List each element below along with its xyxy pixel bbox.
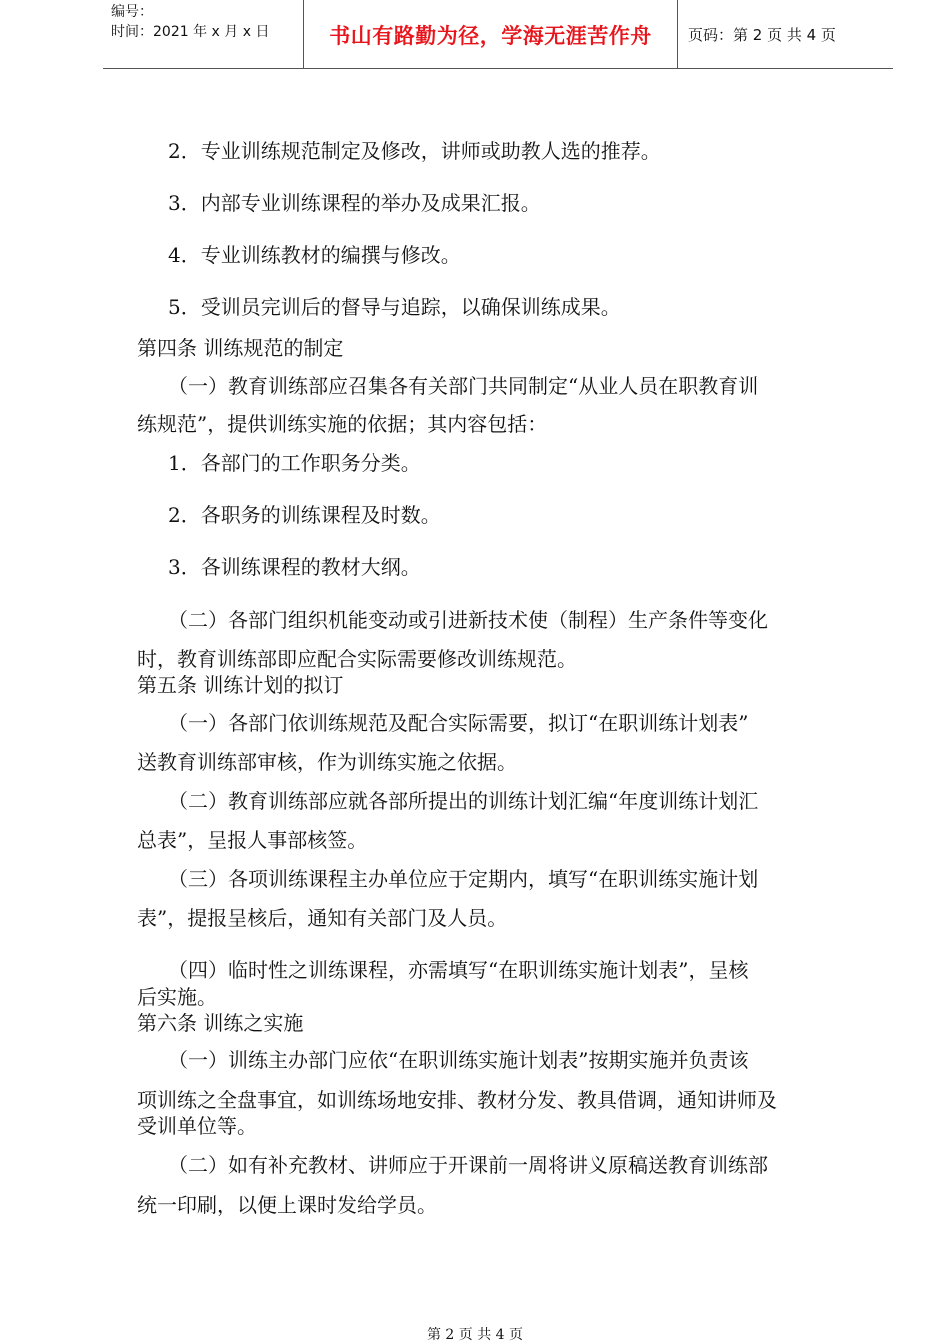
- paragraph-line: 统一印刷，以便上课时发给学员。: [137, 1193, 437, 1217]
- list-item: 4．专业训练教材的编撰与修改。: [168, 243, 461, 267]
- paragraph-line: 项训练之全盘事宜，如训练场地安排、教材分发、教具借调，通知讲师及: [137, 1088, 777, 1112]
- paragraph-line: 送教育训练部审核，作为训练实施之依据。: [137, 750, 517, 774]
- paragraph-line: （二）教育训练部应就各部所提出的训练计划汇编“年度训练计划汇: [168, 789, 759, 813]
- header-meta: [111, 2, 269, 42]
- paragraph-line: （一）各部门依训练规范及配合实际需要，拟订“在职训练计划表”: [168, 711, 749, 735]
- paragraph-line: （二）如有补充教材、讲师应于开课前一周将讲义原稿送教育训练部: [168, 1153, 768, 1177]
- page-footer: 第 2 页 共 4 页: [426, 1327, 524, 1343]
- time-label: 时间：2021 年 x 月 x 日: [111, 24, 270, 40]
- paragraph-line: 时，教育训练部即应配合实际需要修改训练规范。: [137, 647, 577, 671]
- list-item: 2．专业训练规范制定及修改，讲师或助教人选的推荐。: [168, 139, 661, 163]
- paragraph-line: （二）各部门组织机能变动或引进新技术使（制程）生产条件等变化: [168, 608, 768, 632]
- list-item: 3．各训练课程的教材大纲。: [168, 555, 421, 579]
- header-divider: [677, 0, 678, 68]
- list-item: 3．内部专业训练课程的举办及成果汇报。: [168, 191, 541, 215]
- paragraph-line: 总表”，呈报人事部核签。: [137, 828, 368, 852]
- header-page-info: 页码：第 2 页 共 4 页: [688, 26, 836, 44]
- list-item: 5．受训员完训后的督导与追踪，以确保训练成果。: [168, 295, 621, 319]
- section-heading: 第五条 训练计划的拟订: [137, 673, 344, 697]
- number-label: 编号：: [111, 4, 153, 20]
- paragraph-line: 表”，提报呈核后，通知有关部门及人员。: [137, 906, 508, 930]
- list-item: 2．各职务的训练课程及时数。: [168, 503, 441, 527]
- paragraph-line: 后实施。: [137, 985, 217, 1009]
- paragraph-line: （三）各项训练课程主办单位应于定期内，填写“在职训练实施计划: [168, 867, 759, 891]
- paragraph-line: （一）教育训练部应召集各有关部门共同制定“从业人员在职教育训: [168, 374, 759, 398]
- section-heading: 第四条 训练规范的制定: [137, 336, 344, 360]
- page-header: [103, 0, 893, 69]
- paragraph-line: （四）临时性之训练课程，亦需填写“在职训练实施计划表”，呈核: [168, 958, 749, 982]
- section-heading: 第六条 训练之实施: [137, 1011, 304, 1035]
- header-motto: 书山有路勤为径，学海无涯苦作舟: [329, 24, 652, 48]
- paragraph-line: 练规范”，提供训练实施的依据；其内容包括：: [137, 412, 548, 436]
- paragraph-line: （一）训练主办部门应依“在职训练实施计划表”按期实施并负责该: [168, 1048, 749, 1072]
- list-item: 1．各部门的工作职务分类。: [168, 451, 421, 475]
- paragraph-line: 受训单位等。: [137, 1114, 257, 1138]
